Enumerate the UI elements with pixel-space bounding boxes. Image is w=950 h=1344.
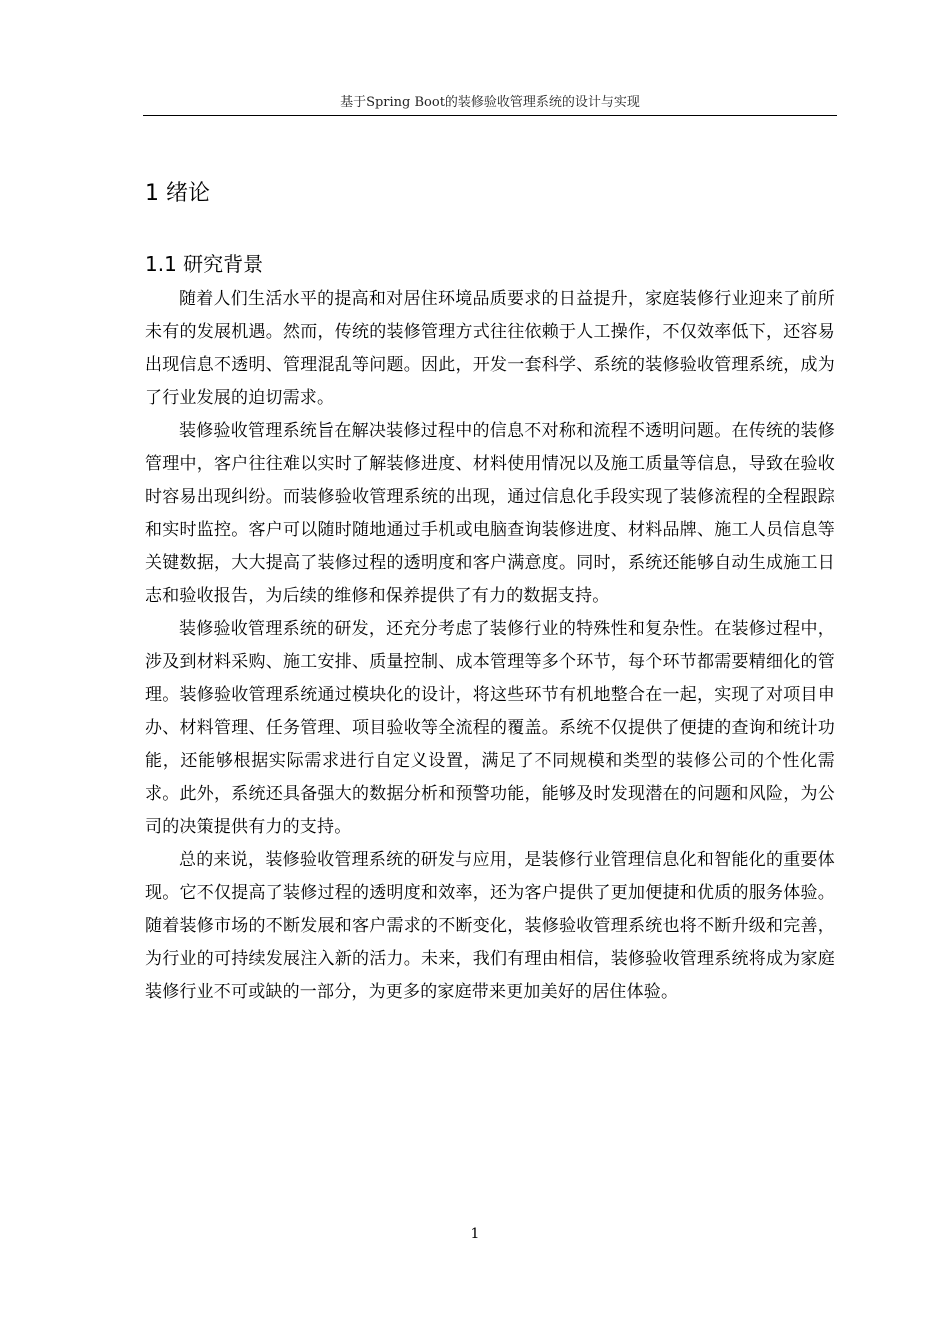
- page-number: 1: [470, 1226, 480, 1242]
- paragraph: 装修验收管理系统的研发，还充分考虑了装修行业的特殊性和复杂性。在装修过程中，涉及到材料采购、施工安排、质量控制、成本管理等多个环节，每个环节都需要精细化的管理。装修验收管理系统通过模块化的设计，将这些环节有机地整合在一起，实现了对项目申办、材料管理、任务管理、项目验收等全流程的覆盖。系统不仅提供了便捷的查询和统计功能，还能够根据实际需求进行自定义设置，满足了不同规模和类型的装修公司的个性化需求。此外，系统还具备强大的数据分析和预警功能，能够及时发现潜在的问题和风险，为公司的决策提供有力的支持。: [145, 619, 835, 837]
- paragraph: 总的来说，装修验收管理系统的研发与应用，是装修行业管理信息化和智能化的重要体现。它不仅提高了装修过程的透明度和效率，还为客户提供了更加便捷和优质的服务体验。随着装修市场的不断发展和客户需求的不断变化，装修验收管理系统也将不断升级和完善，为行业的可持续发展注入新的活力。未来，我们有理由相信，装修验收管理系统将成为家庭装修行业不可或缺的一部分，为更多的家庭带来更加美好的居住体验。: [145, 850, 835, 1002]
- header-rule: [143, 115, 837, 116]
- paragraph: 装修验收管理系统旨在解决装修过程中的信息不对称和流程不透明问题。在传统的装修管理中，客户往往难以实时了解装修进度、材料使用情况以及施工质量等信息，导致在验收时容易出现纠纷。而装修验收管理系统的出现，通过信息化手段实现了装修流程的全程跟踪和实时监控。客户可以随时随地通过手机或电脑查询装修进度、材料品牌、施工人员信息等关键数据，大大提高了装修过程的透明度和客户满意度。同时，系统还能够自动生成施工日志和验收报告，为后续的维修和保养提供了有力的数据支持。: [145, 421, 835, 606]
- running-header: 基于Spring Boot的装修验收管理系统的设计与实现: [340, 95, 640, 110]
- body-text: [145, 283, 835, 1009]
- chapter-title: 1 绪论: [145, 181, 210, 206]
- paragraph: 随着人们生活水平的提高和对居住环境品质要求的日益提升，家庭装修行业迎来了前所未有的发展机遇。然而，传统的装修管理方式往往依赖于人工操作，不仅效率低下，还容易出现信息不透明、管理混乱等问题。因此，开发一套科学、系统的装修验收管理系统，成为了行业发展的迫切需求。: [145, 289, 835, 408]
- section-title: 1.1 研究背景: [145, 252, 264, 276]
